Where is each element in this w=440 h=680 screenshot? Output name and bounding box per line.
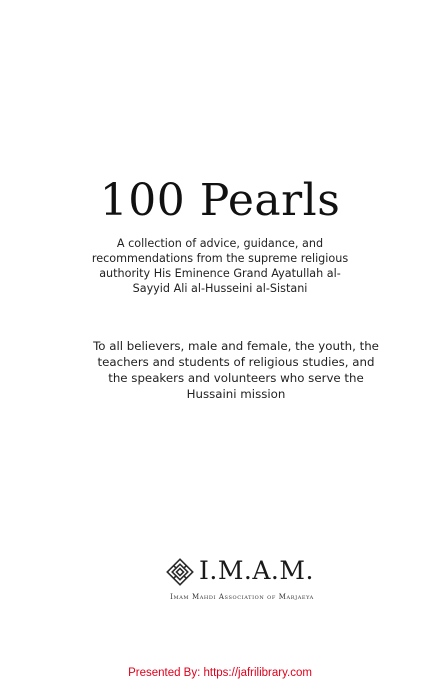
- book-subtitle: A collection of advice, guidance, and recommendations from the supreme religious authority His Eminence Grand Ayatullah al-Sayyid Ali al-Husseini al-Sistani: [91, 237, 349, 295]
- diamond-knot-icon: [166, 558, 194, 586]
- publisher-logo: [152, 556, 332, 606]
- publisher-name: I.M.A.M.: [199, 556, 314, 585]
- book-title: 100 Pearls: [99, 175, 341, 226]
- footer-credit: Presented By: https://jafrilibrary.com: [128, 667, 312, 679]
- publisher-caption: Imam Mahdi Association of Marjaeya: [170, 593, 314, 601]
- dedication-text: To all believers, male and female, the youth, the teachers and students of religious studies, and the speakers and volunteers who serve the Hussaini mission: [93, 339, 379, 401]
